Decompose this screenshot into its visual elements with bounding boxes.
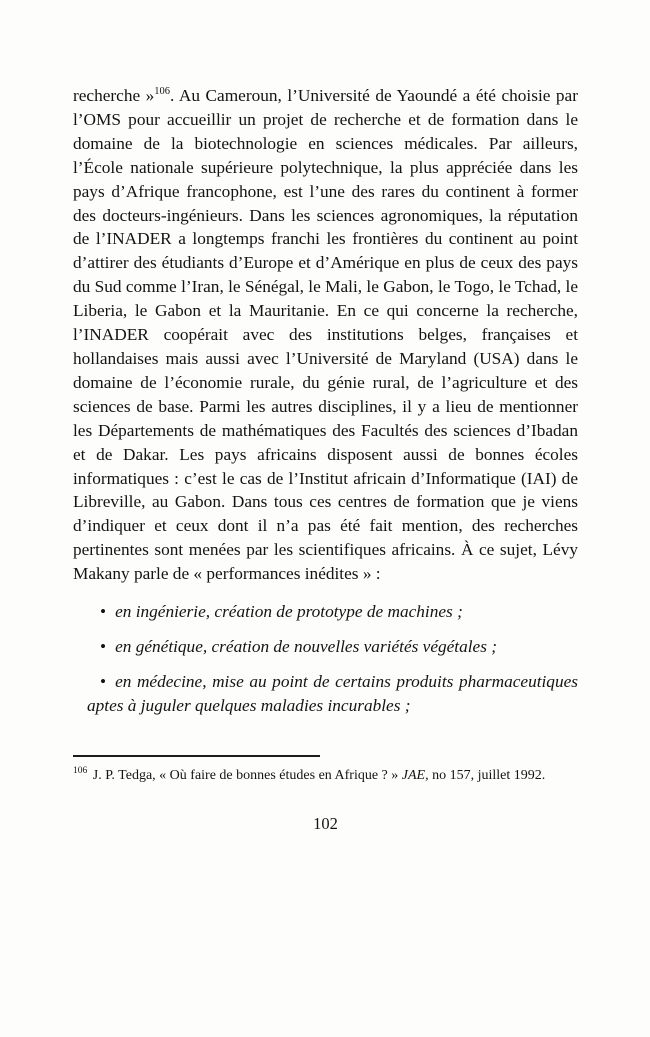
bullet-icon: • [100,671,107,691]
bullet-icon: • [100,636,107,656]
footnote [73,766,578,786]
list-item-text: en génétique, création de nouvelles variétés végétales ; [115,636,498,656]
main-paragraph [73,84,578,586]
bullet-icon: • [100,602,107,622]
list-item-text: en médecine, mise au point de certains produits pharmaceutiques aptes à juguler quelques maladies incurables ; [87,671,578,715]
paragraph-text-lead: recherche » [73,86,155,105]
list-item [87,635,578,659]
footnote-area [73,755,578,786]
footnote-separator [73,755,320,757]
footnote-text: J. P. Tedga, « Où faire de bonnes études en Afrique ? » [89,767,402,783]
list-item [87,600,578,624]
footnote-text: , no 157, juillet 1992. [425,767,546,783]
footnote-reference: 106 [154,86,171,98]
footnote-journal-title: JAE [401,767,426,783]
bullet-list [73,600,578,718]
list-item-text: en ingénierie, création de prototype de machines ; [115,602,463,622]
paragraph-text-rest: . Au Cameroun, l’Université de Yaoundé a été choisie par l’OMS pour accueillir un projet de recherche et de formation dans le domaine de la biotechnologie en sciences médicales. Par ailleurs, l’École nationale supérieure polytechnique, la plus appréciée dans les pays d’Afrique francophone, est l’une des rares du continent à former des docteurs-ingénieurs. Dans les sciences agronomiques, la réputation de l’INADER a longtemps franchi les frontières du continent au point d’attirer des étudiants d’Europe et d’Amérique en plus de ceux des pays du Sud comme l’Iran, le Sénégal, le Mali, le Gabon, le Togo, le Tchad, le Liberia, le Gabon et la Mauritanie. En ce qui concerne la recherche, l’INADER coopérait avec des institutions belges, françaises et hollandaises mais aussi avec l’Université de Maryland (USA) dans le domaine de l’économie rurale, du génie rural, de l’agriculture et des sciences de base. Parmi les autres disciplines, il y a lieu de mentionner les Départements de mathématiques des Facultés des sciences d’Ibadan et de Dakar. Les pays africains disposent aussi de bonnes écoles informatiques : c’est le cas de l’Institut africain d’Informatique (IAI) de Libreville, au Gabon. Dans tous ces centres de formation que je viens d’indiquer et ceux dont il n’a pas été fait mention, des recherches pertinentes sont menées par les scientifiques africains. À ce sujet, Lévy Makany parle de « performances inédites » : [73,86,578,584]
page-number: 102 [313,814,338,834]
footnote-marker: 106 [73,766,88,776]
list-item [87,670,578,718]
